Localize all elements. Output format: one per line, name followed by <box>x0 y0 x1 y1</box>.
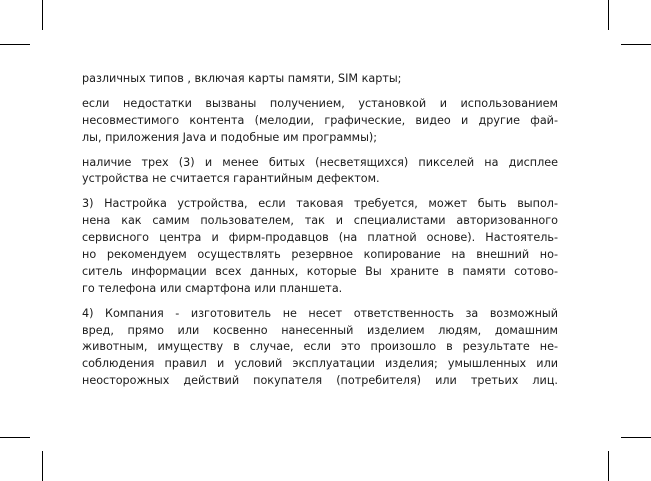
text-line: соблюдения правил и условий эксплуатации изделия; умышленных или <box>82 357 558 371</box>
crop-mark-bottom-left-horizontal <box>0 437 30 438</box>
text-line: нена как самим пользователем, так и специалистами авторизованного <box>82 214 558 228</box>
text-line: лы, приложения Java и подобные им программы); <box>82 130 378 144</box>
text-line: различных типов , включая карты памяти, SIM карты; <box>82 72 402 85</box>
text-line: но рекомендуем осуществлять резервное копирование на внешний но- <box>82 248 558 262</box>
paragraph <box>82 306 558 390</box>
text-line: если недостатки вызваны получением, установкой и использованием <box>82 96 558 110</box>
text-line: го телефона или смартфона или планшета. <box>82 281 343 295</box>
text-line: сервисного центра и фирм-продавцов (на платной основе). Настоятель- <box>82 231 558 245</box>
text-line: ситель информации всех данных, которые Вы храните в памяти сотово- <box>82 264 558 278</box>
crop-mark-bottom-left-vertical <box>42 451 43 481</box>
text-line: устройства не считается гарантийным дефектом. <box>82 172 380 186</box>
text-line: вред, прямо или косвенно нанесенный изделием людям, домашним <box>82 323 558 337</box>
crop-mark-bottom-right-horizontal <box>621 437 651 438</box>
paragraph <box>82 155 558 189</box>
crop-mark-top-right-vertical <box>608 0 609 30</box>
text-line: 3) Настройка устройства, если таковая требуется, может быть выпол- <box>82 197 558 211</box>
text-line: животным, имуществу в случае, если это произошло в результате не- <box>82 340 558 354</box>
text-line: несовместимого контента (мелодии, графические, видео и другие фай- <box>82 113 558 127</box>
crop-mark-bottom-right-vertical <box>608 451 609 481</box>
text-line: наличие трех (3) и менее битых (несветящихся) пикселей на дисплее <box>82 155 558 169</box>
paragraph <box>82 96 558 147</box>
paragraph <box>82 71 558 88</box>
text-line: неосторожных действий покупателя (потребителя) или третьих лиц. <box>82 374 558 388</box>
crop-mark-top-left-horizontal <box>0 44 30 45</box>
crop-mark-top-right-horizontal <box>621 44 651 45</box>
paragraph <box>82 196 558 297</box>
crop-mark-top-left-vertical <box>42 0 43 30</box>
text-line: 4) Компания - изготовитель не несет ответственность за возможный <box>82 306 558 320</box>
document-body <box>82 71 558 398</box>
